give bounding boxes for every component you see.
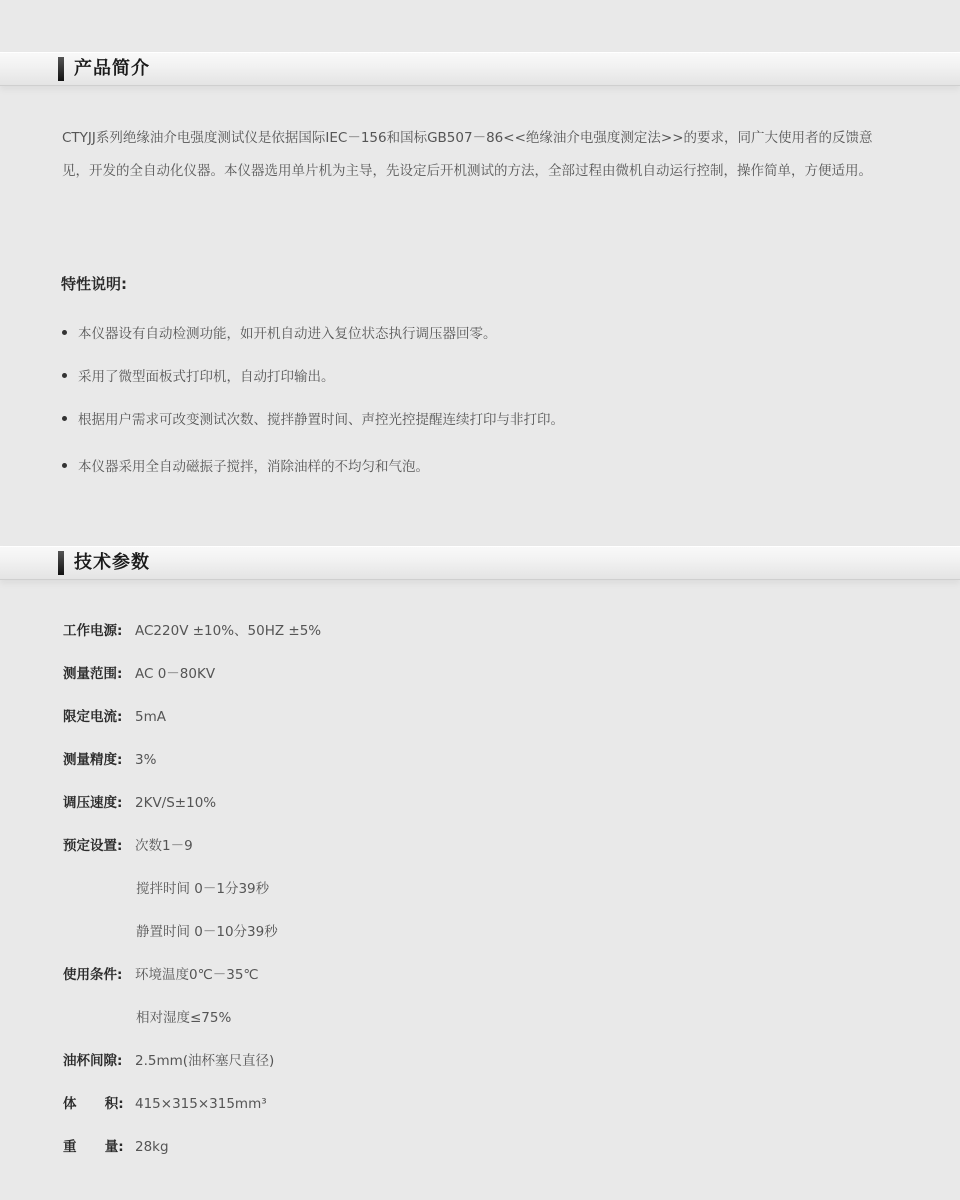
spec-label: 油杯间隙:	[63, 1053, 123, 1069]
spec-label: 使用条件:	[63, 967, 123, 983]
spec-row-power	[63, 620, 321, 642]
bullet-icon	[62, 330, 67, 335]
spec-row-weight	[63, 1136, 169, 1158]
spec-label: 工作电源:	[63, 623, 123, 639]
bullet-icon	[62, 373, 67, 378]
spec-row-speed	[63, 792, 216, 814]
spec-value: 3%	[135, 752, 157, 768]
feature-item: 本仪器采用全自动磁振子搅拌，消除油样的不均匀和气泡。	[62, 456, 429, 478]
section-marker-bar	[58, 57, 64, 81]
spec-row-conditions	[63, 964, 259, 986]
spec-row-gap	[63, 1050, 274, 1072]
spec-label: 预定设置:	[63, 838, 123, 854]
spec-value-humidity: 相对湿度≤75%	[136, 1010, 232, 1026]
spec-value-stir-time: 搅拌时间 0－1分39秒	[136, 881, 270, 897]
feature-item: 根据用户需求可改变测试次数、搅拌静置时间、声控光控提醒连续打印与非打印。	[62, 409, 564, 431]
section-title-specs: 技术参数	[74, 552, 150, 573]
spec-label: 测量范围:	[63, 666, 123, 682]
spec-row-current	[63, 706, 166, 728]
spec-row-preset	[63, 835, 193, 857]
section-header-specs	[0, 546, 960, 580]
spec-row-accuracy	[63, 749, 156, 771]
bullet-icon	[62, 416, 67, 421]
spec-label: 调压速度:	[63, 795, 123, 811]
section-marker-bar	[58, 551, 64, 575]
section-header-intro	[0, 52, 960, 86]
spec-value: 2KV/S±10%	[135, 795, 217, 811]
spec-value: 次数1－9	[135, 838, 193, 854]
spec-value: 5mA	[135, 709, 166, 725]
spec-label: 测量精度:	[63, 752, 123, 768]
spec-row-volume	[63, 1093, 267, 1115]
feature-item: 本仪器设有自动检测功能，如开机自动进入复位状态执行调压器回零。	[62, 323, 497, 345]
spec-value: 28kg	[135, 1139, 169, 1155]
feature-item: 采用了微型面板式打印机，自动打印输出。	[62, 366, 335, 388]
spec-value: 415×315×315mm³	[135, 1096, 267, 1112]
spec-value-rest-time: 静置时间 0－10分39秒	[136, 924, 278, 940]
section-title-intro: 产品简介	[74, 58, 150, 79]
spec-label: 重 量:	[63, 1139, 124, 1155]
spec-value: AC 0－80KV	[135, 666, 216, 682]
spec-value: 环境温度0℃－35℃	[135, 967, 259, 983]
intro-paragraph: CTYJJ系列绝缘油介电强度测试仪是依据国际IEC－156和国标GB507－86<<绝缘油介电强度测定法>>的要求，同广大使用者的反馈意见，开发的全自动化仪器。本仪器选用单片机为主导，先设定后开机测试的方法，全部过程由微机自动运行控制，操作简单，方便适用。	[62, 130, 873, 179]
spec-value: 2.5mm(油杯塞尺直径)	[135, 1053, 275, 1069]
spec-row-range	[63, 663, 215, 685]
bullet-icon	[62, 463, 67, 468]
spec-value: AC220V ±10%、50HZ ±5%	[135, 623, 322, 639]
features-title: 特性说明:	[61, 275, 127, 293]
spec-label: 体 积:	[63, 1096, 124, 1112]
spec-label: 限定电流:	[63, 709, 123, 725]
